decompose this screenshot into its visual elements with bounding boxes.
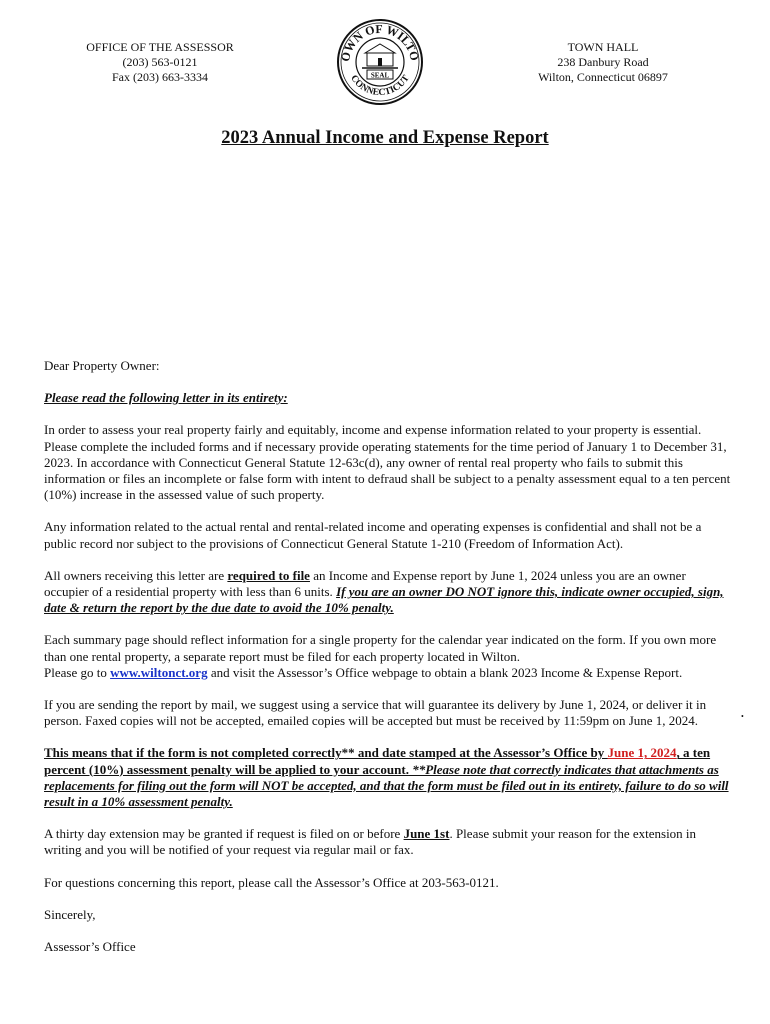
penalty-amount-text: , a ten percent (10%) assessment penalty will be applied to your account. [44, 745, 711, 777]
town-seal-icon [336, 18, 424, 106]
office-phone: (203) 563-0121 [122, 55, 198, 69]
extension-deadline: June 1st [403, 826, 450, 842]
filing-deadline-text: an Income and Expense report by June 1, 2024 unless you are an owner occupier of a residential property with less than 6 units. [44, 567, 686, 600]
webpage-instruction-text: and visit the Assessor’s Office webpage to obtain a blank 2023 Income & Expense Report. [207, 664, 683, 680]
letter-body [44, 358, 732, 971]
wilton-website-link[interactable]: www.wiltonct.org [110, 664, 208, 680]
paragraph-confidentiality: Any information related to the actual rental and rental-related income and operating expenses is confidential and shall not be a public record nor subject to the provisions of Connecticut General Statute 1-210 (Freedom of Information Act). [44, 519, 702, 551]
stray-mark: • [741, 712, 744, 721]
paragraph-contact: For questions concerning this report, please call the Assessor’s Office at 203-563-0121. [44, 874, 499, 890]
office-fax: Fax (203) 663-3334 [112, 70, 208, 84]
town-hall-name: TOWN HALL [567, 40, 639, 54]
town-hall-address-block [488, 40, 718, 85]
street-address: 238 Danbury Road [557, 55, 649, 69]
go-to-text: Please go to [44, 664, 111, 680]
required-to-file-emphasis: required to file [227, 567, 310, 583]
paragraph-delivery: If you are sending the report by mail, we suggest using a service that will guarantee its delivery by June 1, 2024, or deliver it in person. Faxed copies will not be accepted, emailed copies will be accepted but must be received by 11:59pm on June 1, 2024. [44, 697, 707, 729]
attachments-note: **Please note that correctly indicates that attachments as replacements for filing out the form will NOT be accepted, and that the form must be filed out in its entirety, failure to do so will result in a 10% assessment penalty. [44, 761, 729, 810]
extension-text: A thirty day extension may be granted if request is filed on or before [44, 826, 404, 842]
seal-arc-bottom: CONNECTICUT [348, 73, 412, 99]
penalty-warning-text: This means that if the form is not completed correctly** and date stamped at the Assessor’s Office by [44, 745, 608, 761]
read-notice: Please read the following letter in its entirety: [44, 390, 288, 406]
extension-instructions: . Please submit your reason for the extension in writing and you will be notified of your request via regular mail or fax. [44, 826, 697, 858]
summary-page-text: Each summary page should reflect information for a single property for the calendar year indicated on the form. If you own more than one rental property, a separate report must be filed for each property located in Wilton. [44, 632, 717, 664]
assessor-contact-block [45, 40, 275, 85]
svg-text:TOWN OF WILTON [336, 18, 422, 63]
paragraph-filing-requirement [44, 568, 732, 617]
paragraph-summary-page [44, 632, 732, 681]
seal-band-label: SEAL [370, 71, 390, 80]
city-state-zip: Wilton, Connecticut 06897 [538, 70, 668, 84]
closing: Sincerely, [44, 906, 96, 922]
owner-occupier-warning: If you are an owner DO NOT ignore this, indicate owner occupied, sign, date & return the report by the due date to avoid the 10% penalty. [44, 584, 724, 616]
deadline-date: June 1, 2024 [607, 745, 677, 761]
filing-text: All owners receiving this letter are [44, 567, 228, 583]
paragraph-penalty [44, 745, 732, 810]
salutation: Dear Property Owner: [44, 358, 160, 373]
paragraph-extension [44, 826, 732, 858]
report-title: 2023 Annual Income and Expense Report [221, 128, 549, 148]
office-name: OFFICE OF THE ASSESSOR [86, 40, 234, 54]
signature: Assessor’s Office [44, 939, 136, 955]
seal-arc-top: OWN OF WILTO [337, 21, 422, 63]
paragraph-assessment-purpose: In order to assess your real property fairly and equitably, income and expense information related to your property is essential. Please complete the included forms and if necessary provide operating statements for the time period of January 1 to December 31, 2023. In accordance with Connecticut General Statute 12-63c(d), any owner of rental real property who fails to submit this information or files an incomplete or false form with intent to defraud shall be subject to a penalty assessment equal to a ten percent (10%) increase in the assessed value of such property. [44, 422, 731, 503]
